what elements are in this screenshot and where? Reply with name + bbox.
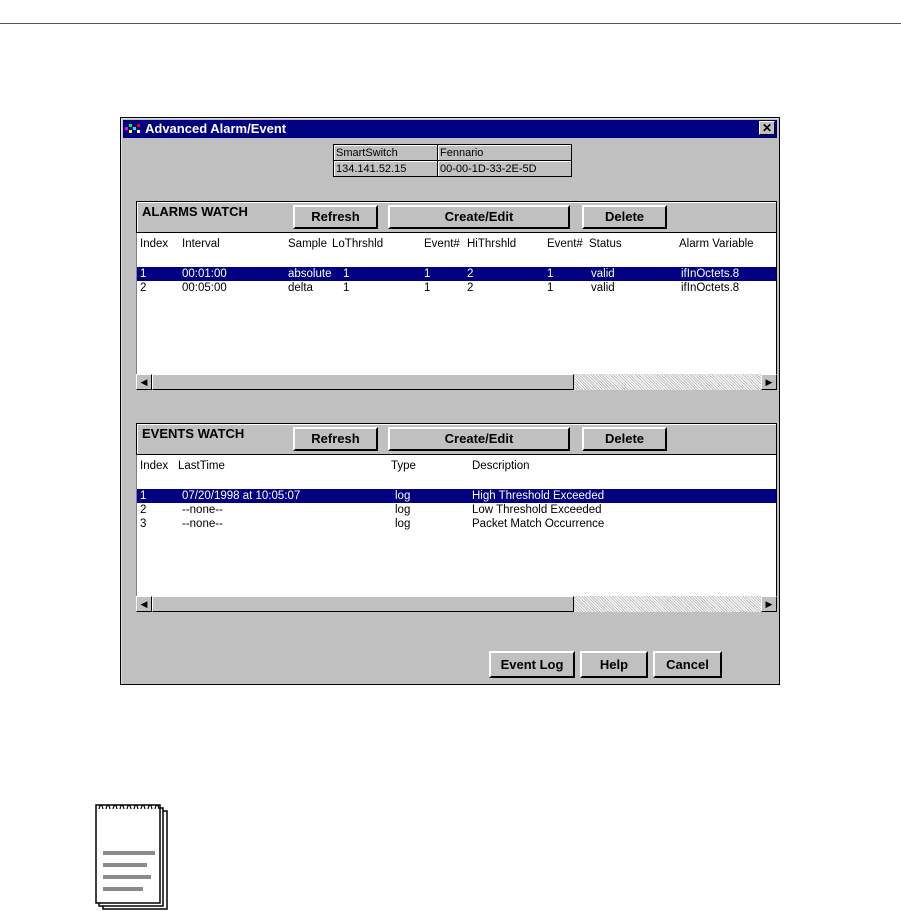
col-event: Event#	[424, 238, 460, 250]
scroll-left-button[interactable]	[136, 596, 152, 612]
cell-sample: delta	[288, 282, 313, 294]
event-log-button[interactable]: Event Log	[489, 651, 575, 678]
col-interval: Interval	[182, 238, 220, 250]
events-list-header	[137, 459, 776, 473]
scroll-left-button[interactable]	[136, 374, 152, 390]
cell-type: log	[395, 518, 411, 530]
app-icon	[125, 123, 141, 135]
cell-lasttime: 07/20/1998 at 10:05:07	[182, 490, 301, 502]
cell-index: 2	[140, 282, 147, 294]
cell-alarm-variable: ifInOctets.8	[681, 282, 740, 294]
col-description: Description	[472, 460, 530, 472]
cell-index: 1	[140, 490, 147, 502]
cell-sample: absolute	[288, 268, 332, 280]
scroll-thumb[interactable]	[152, 596, 574, 612]
events-delete-button[interactable]: Delete	[582, 427, 667, 451]
help-button[interactable]: Help	[580, 651, 648, 678]
alarms-watch-toolbar	[136, 201, 777, 233]
event-row[interactable]	[137, 489, 776, 503]
close-icon: ✕	[761, 121, 773, 135]
cell-status: valid	[591, 282, 615, 294]
arrow-left-icon: ◀	[140, 599, 148, 609]
device-name: SmartSwitch	[334, 145, 438, 161]
alarms-delete-button[interactable]: Delete	[582, 205, 667, 229]
device-ip: 134.141.52.15	[334, 161, 438, 177]
events-hscrollbar[interactable]	[136, 596, 777, 612]
cell-event: 1	[424, 282, 431, 294]
cell-event: 1	[424, 268, 431, 280]
events-refresh-button[interactable]: Refresh	[293, 427, 378, 451]
cell-event-2: 1	[547, 268, 554, 280]
advanced-alarm-event-window	[120, 117, 780, 685]
alarms-refresh-button[interactable]: Refresh	[293, 205, 378, 229]
cell-index: 3	[140, 518, 147, 530]
scroll-thumb[interactable]	[152, 374, 574, 390]
cell-event-2: 1	[547, 282, 554, 294]
title-bar[interactable]	[123, 120, 777, 138]
alarms-create-edit-button[interactable]: Create/Edit	[388, 205, 570, 229]
device-mac: 00-00-1D-33-2E-5D	[438, 161, 572, 177]
cell-type: log	[395, 504, 411, 516]
scroll-right-button[interactable]	[761, 374, 777, 390]
cell-lasttime: --none--	[182, 504, 223, 516]
alarm-row[interactable]	[137, 267, 776, 281]
arrow-left-icon: ◀	[140, 377, 148, 387]
col-lothrshld: LoThrshld	[332, 238, 384, 250]
events-watch-label: EVENTS WATCH	[142, 426, 245, 441]
col-hithrshld: HiThrshld	[467, 238, 517, 250]
cell-status: valid	[591, 268, 615, 280]
events-watch-toolbar	[136, 423, 777, 455]
close-button[interactable]	[759, 121, 775, 135]
arrow-right-icon: ▶	[765, 599, 773, 609]
alarms-watch-label: ALARMS WATCH	[142, 204, 248, 219]
notepad-icon	[95, 801, 175, 911]
page-top-rule	[0, 23, 901, 24]
col-index: Index	[140, 460, 169, 472]
col-sample: Sample	[288, 238, 327, 250]
cell-description: High Threshold Exceeded	[472, 490, 605, 502]
events-list[interactable]	[136, 455, 777, 596]
cell-interval: 00:01:00	[182, 268, 227, 280]
cell-hithrshld: 2	[467, 268, 474, 280]
cell-hithrshld: 2	[467, 282, 474, 294]
col-lasttime: LastTime	[178, 460, 225, 472]
events-create-edit-button[interactable]: Create/Edit	[388, 427, 570, 451]
cell-description: Packet Match Occurrence	[472, 518, 605, 530]
col-status: Status	[589, 238, 622, 250]
cell-type: log	[395, 490, 411, 502]
device-location: Fennario	[438, 145, 572, 161]
cell-lasttime: --none--	[182, 518, 223, 530]
arrow-right-icon: ▶	[765, 377, 773, 387]
alarms-hscrollbar[interactable]	[136, 374, 777, 390]
cell-description: Low Threshold Exceeded	[472, 504, 602, 516]
window-title: Advanced Alarm/Event	[145, 121, 287, 136]
cell-index: 2	[140, 504, 147, 516]
col-event-2: Event#	[547, 238, 583, 250]
alarms-list[interactable]	[136, 233, 777, 374]
scroll-track[interactable]	[574, 374, 761, 390]
event-row[interactable]	[137, 517, 776, 531]
alarm-row[interactable]	[137, 281, 776, 295]
device-info-table	[333, 144, 572, 177]
cell-lothrshld: 1	[343, 268, 350, 280]
col-alarm-variable: Alarm Variable	[679, 238, 754, 250]
cell-lothrshld: 1	[343, 282, 350, 294]
cancel-button[interactable]: Cancel	[653, 651, 722, 678]
scroll-right-button[interactable]	[761, 596, 777, 612]
col-type: Type	[391, 460, 416, 472]
cell-interval: 00:05:00	[182, 282, 227, 294]
cell-index: 1	[140, 268, 147, 280]
cell-alarm-variable: ifInOctets.8	[681, 268, 740, 280]
col-index: Index	[140, 238, 169, 250]
scroll-track[interactable]	[574, 596, 761, 612]
event-row[interactable]	[137, 503, 776, 517]
alarms-list-header	[137, 237, 776, 251]
